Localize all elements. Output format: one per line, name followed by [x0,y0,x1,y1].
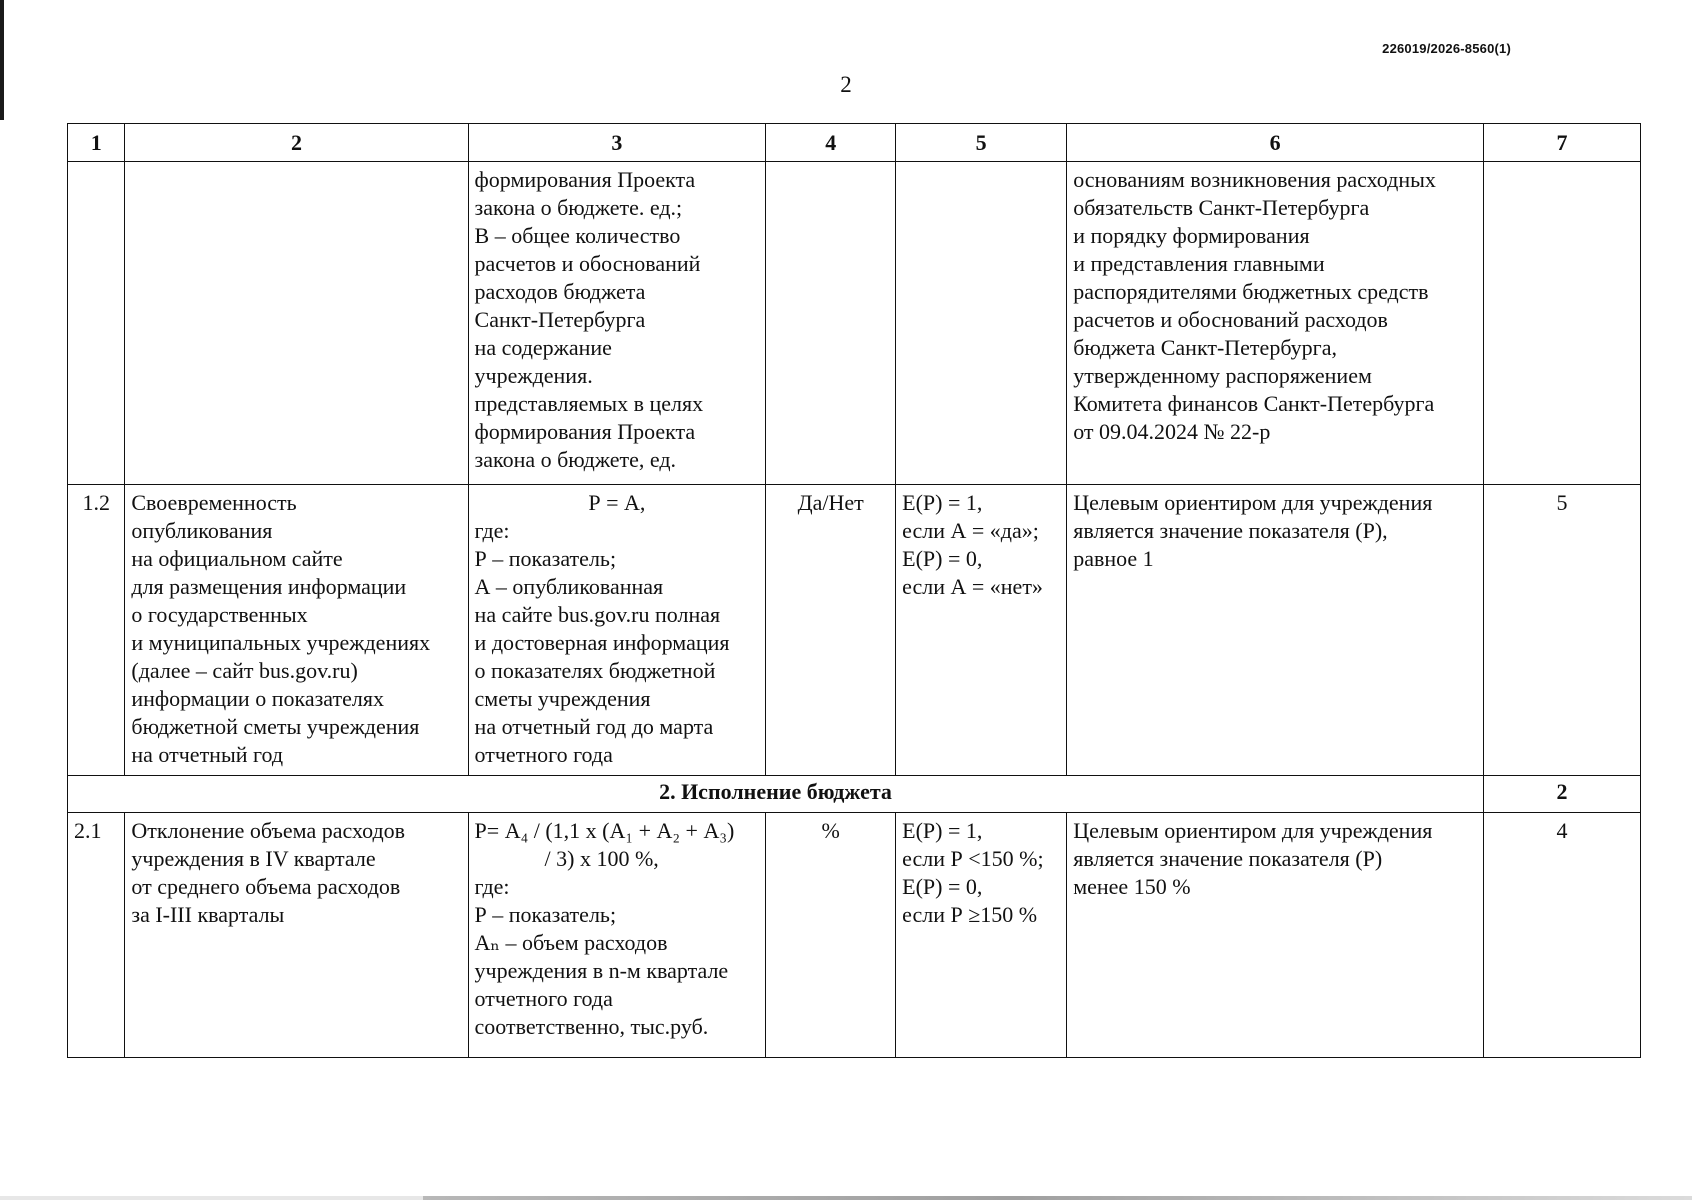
cell-number [68,162,125,485]
cell-formula [468,485,766,776]
cell-evaluation [896,162,1067,485]
indicators-table [67,123,1641,1058]
cell-target: основаниям возникновения расходных обязательств Санкт-Петербурга и порядку формирования и представления главными распорядителями бюджетных средств расчетов и обоснований расходов бюджета Санкт-Петербурга, утвержденному распоряжением Комитета финансов Санкт-Петербурга от 09.04.2024 № 22-р [1067,162,1484,485]
section-row-2 [68,776,1641,813]
formula-legend: где: Р – показатель; Аₙ – объем расходов учреждения в n-м квартале отчетного года соответственно, тыс.руб. [474,874,729,1039]
table-row-1-2 [68,485,1641,776]
cell-indicator: Отклонение объема расходов учреждения в IV квартале от среднего объема расходов за I-III кварталы [125,813,468,1058]
cell-weight: 5 [1483,485,1640,776]
scan-bottom-edge [0,1196,1692,1200]
scan-edge [0,0,4,120]
column-header-3: 3 [468,124,766,162]
column-number-row [68,124,1641,162]
column-header-7: 7 [1483,124,1640,162]
section-weight: 2 [1483,776,1640,813]
section-title: 2. Исполнение бюджета [68,776,1484,813]
formula: Р = А, [588,490,646,515]
column-header-6: 6 [1067,124,1484,162]
formula-legend: где: Р – показатель; А – опубликованная на сайте bus.gov.ru полная и достоверная информация о показателях бюджетной сметы учреждения на отчетный год до марта отчетного года [474,518,730,767]
cell-target: Целевым ориентиром для учреждения является значение показателя (Р) менее 150 % [1067,813,1484,1058]
table-row-2-1 [68,813,1641,1058]
cell-unit: Да/Нет [766,485,896,776]
page-number: 2 [840,72,852,97]
cell-unit [766,162,896,485]
cell-number: 2.1 [68,813,125,1058]
cell-indicator [125,162,468,485]
cell-indicator: Своевременность опубликования на официальном сайте для размещения информации о государственных и муниципальных учреждениях (далее – сайт bus.gov.ru) информации о показателях бюджетной сметы учреждения на отчетный год [125,485,468,776]
cell-number: 1.2 [68,485,125,776]
cell-evaluation: Е(Р) = 1, если Р <150 %; Е(Р) = 0, если Р ≥150 % [896,813,1067,1058]
cell-target: Целевым ориентиром для учреждения является значение показателя (Р), равное 1 [1067,485,1484,776]
cell-weight [1483,162,1640,485]
column-header-4: 4 [766,124,896,162]
cell-unit: % [766,813,896,1058]
column-header-2: 2 [125,124,468,162]
formula-line-2: / 3) х 100 %, [544,846,659,871]
cell-formula [468,813,766,1058]
column-header-5: 5 [896,124,1067,162]
cell-evaluation: Е(Р) = 1, если А = «да»; Е(Р) = 0, если А = «нет» [896,485,1067,776]
document-id: 226019/2026-8560(1) [1382,41,1511,56]
formula-line-1: Р= А₄ / (1,1 х (А₁ + А₂ + А₃) [474,818,735,843]
table-row-continuation [68,162,1641,485]
column-header-1: 1 [68,124,125,162]
cell-formula: формирования Проекта закона о бюджете. ед.; В – общее количество расчетов и обоснований расходов бюджета Санкт-Петербурга на содержание учреждения. представляемых в целях формирования Проекта закона о бюджете, ед. [468,162,766,485]
cell-weight: 4 [1483,813,1640,1058]
